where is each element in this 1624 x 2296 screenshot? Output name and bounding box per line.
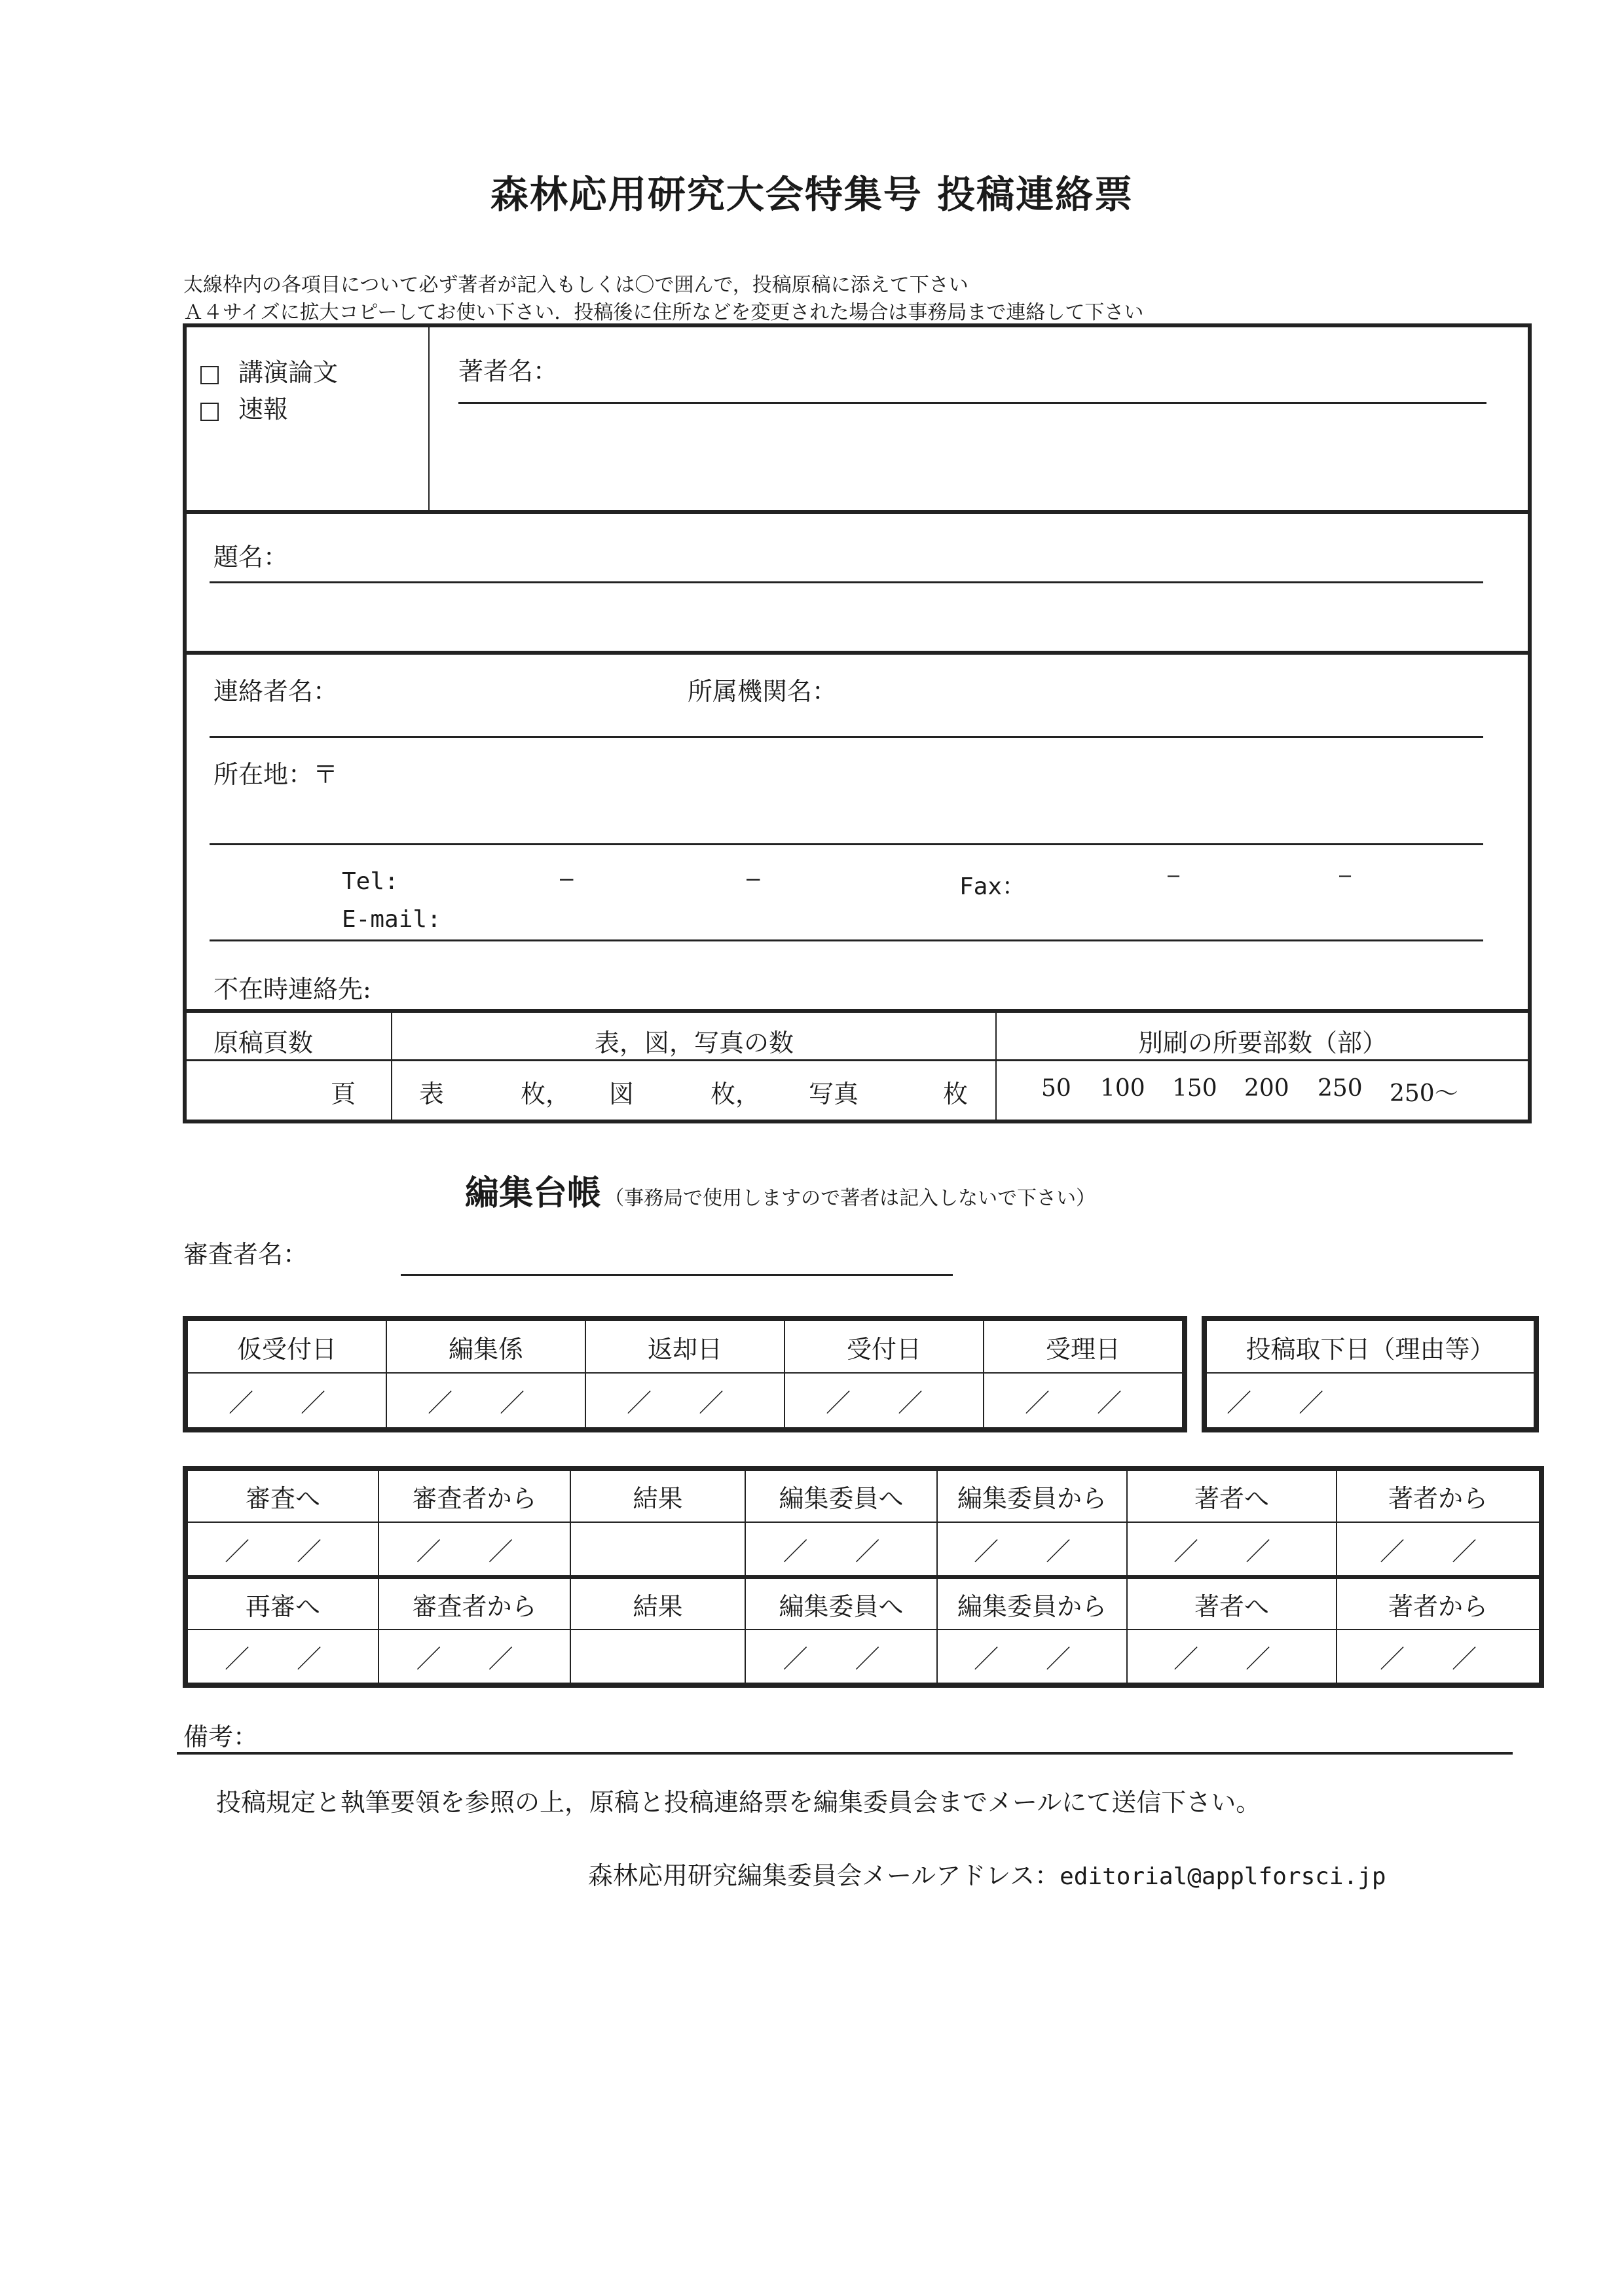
rereview-header-to-editor: 編集委員へ: [745, 1577, 937, 1630]
reviewer-name-input-line[interactable]: [401, 1274, 953, 1276]
date-cell-returned[interactable]: ／ ／: [585, 1373, 784, 1428]
review-date-to-editor[interactable]: ／ ／: [745, 1522, 937, 1577]
address-label: 所在地：〒: [213, 760, 339, 789]
tel-dash-2: —: [747, 866, 760, 892]
editorial-note: （事務局で使用しますので著者は記入しないで下さい）: [604, 1187, 1096, 1210]
withdrawal-header: 投稿取下日（理由等）: [1206, 1321, 1534, 1373]
date-header-provisional: 仮受付日: [187, 1321, 386, 1373]
editorial-email-address[interactable]: editorial@applforsci.jp: [1060, 1863, 1386, 1890]
figure-count-header: 表，図，写真の数: [594, 1029, 794, 1057]
rereview-header-from-author: 著者から: [1337, 1577, 1540, 1630]
editorial-heading-row: [465, 1165, 1096, 1214]
review-date-to-reviewer[interactable]: ／ ／: [187, 1522, 378, 1577]
review-date-from-reviewer[interactable]: ／ ／: [378, 1522, 570, 1577]
rereview-date-result[interactable]: [570, 1630, 745, 1683]
review-date-from-editor[interactable]: ／ ／: [937, 1522, 1127, 1577]
checkbox-lecture[interactable]: [200, 366, 219, 384]
email-input-line[interactable]: [210, 939, 1483, 941]
withdrawal-table: [1206, 1320, 1535, 1429]
review-header-to-author: 著者へ: [1127, 1470, 1337, 1522]
withdrawal-date-cell[interactable]: ／ ／: [1206, 1373, 1534, 1428]
page-count-header: 原稿頁数: [213, 1029, 314, 1057]
rereview-date-to-author[interactable]: ／ ／: [1127, 1630, 1337, 1683]
remarks-input-line[interactable]: [177, 1752, 1513, 1755]
contact-name-label: 連絡者名：: [213, 677, 339, 706]
figure-count-unit: 枚，: [710, 1080, 761, 1108]
tel-dash-1: —: [560, 866, 574, 892]
main-form-box: [183, 323, 1532, 1123]
review-header-from-editor: 編集委員から: [937, 1470, 1127, 1522]
review-header-to-editor: 編集委員へ: [745, 1470, 937, 1522]
editorial-email-label: 森林応用研究編集委員会メールアドレス：: [588, 1861, 1060, 1890]
section-divider-1: [185, 510, 1530, 514]
type-option-rapid-label: 速報: [238, 395, 289, 424]
review-header-result: 結果: [570, 1470, 745, 1522]
submission-instruction: 投稿規定と執筆要領を参照の上，原稿と投稿連絡票を編集委員会までメールにて送信下さい。: [216, 1788, 1261, 1817]
counts-col-divider-1: [391, 1011, 392, 1121]
photo-count-label: 写真: [809, 1080, 859, 1108]
date-header-accepted: 受理日: [984, 1321, 1183, 1373]
rereview-date-from-editor[interactable]: ／ ／: [937, 1630, 1127, 1683]
rereview-header-to-reviewer: 再審へ: [187, 1577, 378, 1630]
date-header-returned: 返却日: [585, 1321, 784, 1373]
email-label: E-mail:: [342, 906, 441, 933]
rereview-header-result: 結果: [570, 1577, 745, 1630]
instruction-line-2: Ａ４サイズに拡大コピーしてお使い下さい．投稿後に住所などを変更された場合は事務局まで連絡して下さい: [183, 301, 1144, 324]
reprint-option-100[interactable]: 100: [1100, 1075, 1145, 1102]
date-header-received: 受付日: [784, 1321, 984, 1373]
remarks-label: 備考：: [183, 1722, 259, 1751]
page-unit: 頁: [331, 1080, 356, 1108]
affiliation-label: 所属機関名：: [688, 677, 838, 706]
type-option-rapid[interactable]: [200, 389, 288, 425]
instruction-line-1: 太線枠内の各項目について必ず著者が記入もしくは〇で囲んで，投稿原稿に添えて下さい: [183, 274, 969, 297]
type-option-lecture[interactable]: [200, 352, 338, 388]
fax-dash-2: —: [1339, 864, 1352, 887]
rereview-date-from-reviewer[interactable]: ／ ／: [378, 1630, 570, 1683]
rereview-date-from-author[interactable]: ／ ／: [1337, 1630, 1540, 1683]
author-label: 著者名：: [458, 357, 559, 386]
reviewer-name-label: 審査者名：: [183, 1240, 308, 1269]
rereview-date-to-editor[interactable]: ／ ／: [745, 1630, 937, 1683]
figure-count-label: 図: [609, 1080, 635, 1108]
review-table: [187, 1470, 1540, 1684]
reprint-option-200[interactable]: 200: [1244, 1075, 1289, 1102]
table-count-unit: 枚，: [521, 1080, 571, 1108]
date-cell-editor[interactable]: ／ ／: [386, 1373, 585, 1428]
reprint-option-250[interactable]: 250: [1318, 1075, 1363, 1102]
counts-row-divider: [185, 1059, 1530, 1061]
review-date-to-author[interactable]: ／ ／: [1127, 1522, 1337, 1577]
absent-contact-label: 不在時連絡先:: [213, 975, 371, 1004]
date-cell-provisional[interactable]: ／ ／: [187, 1373, 386, 1428]
paper-title-input-line[interactable]: [210, 581, 1483, 583]
tel-label: Tel:: [342, 868, 399, 895]
section1-divider: [428, 325, 430, 513]
rereview-header-from-editor: 編集委員から: [937, 1577, 1127, 1630]
reprint-option-50[interactable]: 50: [1041, 1075, 1071, 1102]
checkbox-rapid[interactable]: [200, 403, 219, 421]
rereview-header-to-author: 著者へ: [1127, 1577, 1337, 1630]
date-cell-received[interactable]: ／ ／: [784, 1373, 984, 1428]
contact-input-line[interactable]: [210, 736, 1483, 738]
rereview-date-to-reviewer[interactable]: ／ ／: [187, 1630, 378, 1683]
table-count-label: 表: [419, 1080, 445, 1108]
review-date-result[interactable]: [570, 1522, 745, 1577]
reprint-count-header: 別刷の所要部数（部）: [1137, 1029, 1387, 1057]
editorial-heading: 編集台帳: [465, 1174, 602, 1213]
fax-dash-1: —: [1168, 864, 1180, 887]
review-date-from-author[interactable]: ／ ／: [1337, 1522, 1540, 1577]
date-table: [187, 1320, 1183, 1429]
review-header-from-author: 著者から: [1337, 1470, 1540, 1522]
photo-count-unit: 枚: [943, 1080, 969, 1108]
date-header-editor: 編集係: [386, 1321, 585, 1373]
form-title: 森林応用研究大会特集号 投稿連絡票: [490, 172, 1134, 217]
reprint-option-250-plus[interactable]: 250〜: [1390, 1080, 1458, 1107]
fax-label: Fax：: [959, 873, 1026, 900]
review-header-to-reviewer: 審査へ: [187, 1470, 378, 1522]
reprint-option-150[interactable]: 150: [1172, 1075, 1217, 1102]
rereview-header-from-reviewer: 審査者から: [378, 1577, 570, 1630]
address-input-line[interactable]: [210, 843, 1483, 845]
paper-title-label: 題名：: [213, 543, 289, 572]
date-cell-accepted[interactable]: ／ ／: [984, 1373, 1183, 1428]
review-header-from-reviewer: 審査者から: [378, 1470, 570, 1522]
type-option-lecture-label: 講演論文: [238, 358, 339, 387]
author-input-line[interactable]: [458, 402, 1486, 404]
section-divider-3: [185, 1009, 1530, 1013]
email-line: [588, 1855, 1386, 1891]
section-divider-2: [185, 651, 1530, 655]
